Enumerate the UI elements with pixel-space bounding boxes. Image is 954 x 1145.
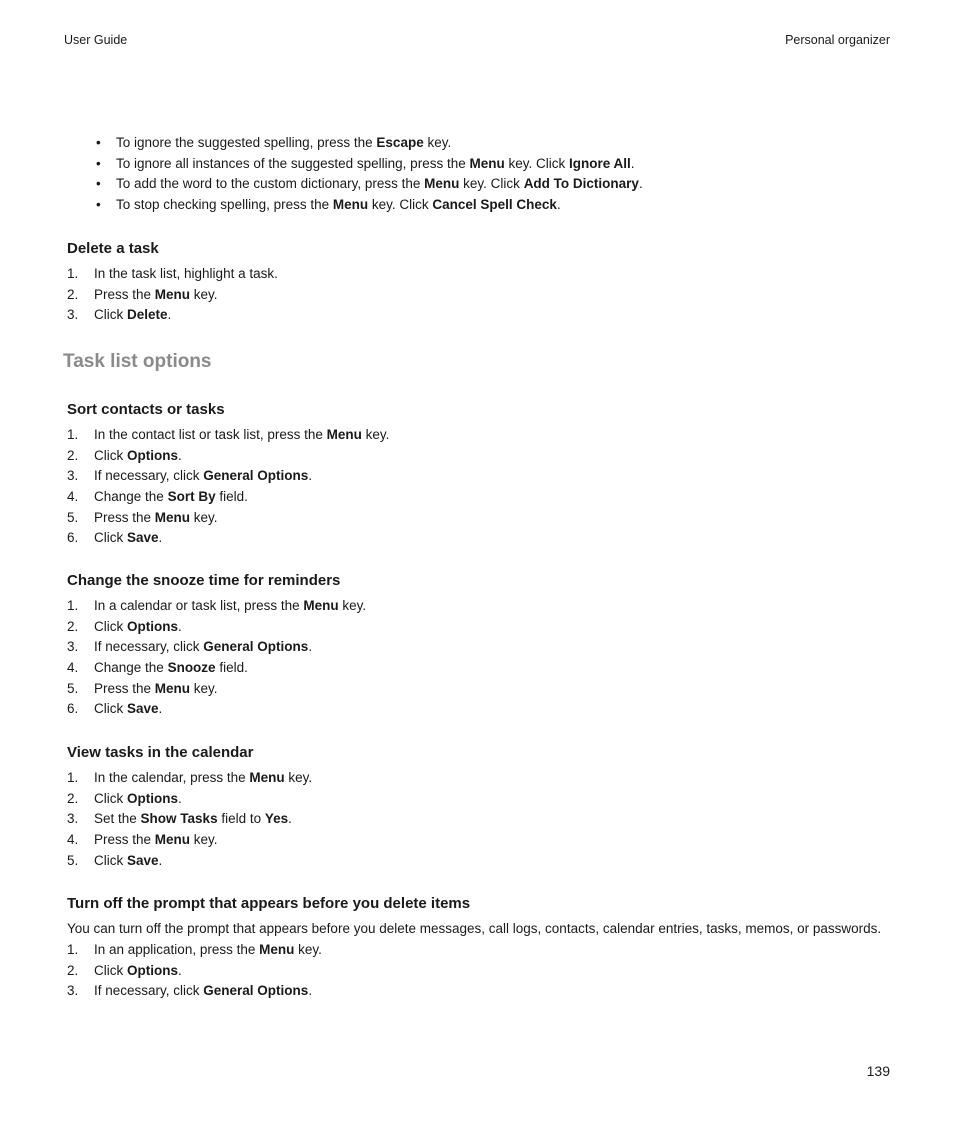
step-item: 3. If necessary, click General Options.	[67, 468, 313, 484]
steps-view-tasks	[67, 768, 897, 871]
subheading-snooze: Change the snooze time for reminders	[67, 572, 341, 589]
subheading-delete-task: Delete a task	[67, 240, 159, 257]
step-item: 4. Change the Sort By field.	[67, 489, 248, 505]
step-item: 2. Press the Menu key.	[67, 286, 218, 302]
step-item: 1. In the contact list or task list, press the Menu key.	[67, 427, 390, 442]
step-item: 2. Click Options.	[67, 790, 182, 806]
step-item: 5. Click Save.	[67, 852, 163, 868]
steps-delete-task	[67, 264, 897, 326]
subheading-view-tasks: View tasks in the calendar	[67, 744, 254, 761]
bullet-item: • To ignore all instances of the suggested spelling, press the Menu key. Click Ignore All.	[96, 154, 643, 175]
steps-turn-off-prompt	[67, 940, 897, 1002]
step-item: 1. In the calendar, press the Menu key.	[67, 770, 313, 785]
step-item: 4. Change the Snooze field.	[67, 660, 248, 676]
bullet-item: • To stop checking spelling, press the Menu key. Click Cancel Spell Check.	[96, 195, 643, 216]
section-view-tasks	[67, 743, 897, 871]
step-item: 3. If necessary, click General Options.	[67, 639, 313, 655]
step-item: 2. Click Options.	[67, 962, 182, 978]
step-item: 3. Click Delete.	[67, 307, 172, 323]
running-header-right: Personal organizer	[785, 33, 890, 47]
bullet-item: • To ignore the suggested spelling, press the Escape key.	[96, 133, 643, 154]
step-item: 1. In a calendar or task list, press the Menu key.	[67, 598, 367, 613]
step-item: 1. In the task list, highlight a task.	[67, 266, 278, 281]
page-number: 139	[866, 1063, 890, 1079]
step-item: 1. In an application, press the Menu key.	[67, 942, 322, 957]
step-item: 2. Click Options.	[67, 447, 182, 463]
step-item: 6. Click Save.	[67, 701, 163, 717]
section-heading-task-list-options: Task list options	[63, 351, 212, 372]
subheading-sort: Sort contacts or tasks	[67, 401, 225, 418]
section-snooze	[67, 571, 897, 720]
step-item: 2. Click Options.	[67, 618, 182, 634]
step-item: 3. Set the Show Tasks field to Yes.	[67, 811, 292, 827]
step-item: 5. Press the Menu key.	[67, 680, 218, 696]
steps-snooze	[67, 596, 897, 720]
section-turn-off-prompt	[67, 894, 897, 1002]
intro-paragraph: You can turn off the prompt that appears before you delete messages, call logs, contacts, calendar entries, tasks, memos, or passwords.	[67, 921, 882, 936]
bullet-item: • To add the word to the custom dictionary, press the Menu key. Click Add To Dictionary.	[96, 174, 643, 195]
subheading-turn-off-prompt: Turn off the prompt that appears before you delete items	[67, 895, 471, 912]
step-item: 4. Press the Menu key.	[67, 832, 218, 848]
section-delete-task	[67, 239, 897, 326]
step-item: 6. Click Save.	[67, 530, 163, 546]
running-header-left: User Guide	[64, 33, 128, 47]
step-item: 5. Press the Menu key.	[67, 509, 218, 525]
step-item: 3. If necessary, click General Options.	[67, 983, 313, 999]
steps-sort	[67, 425, 897, 549]
section-sort	[67, 400, 897, 549]
spelling-bullet-list	[96, 133, 643, 216]
